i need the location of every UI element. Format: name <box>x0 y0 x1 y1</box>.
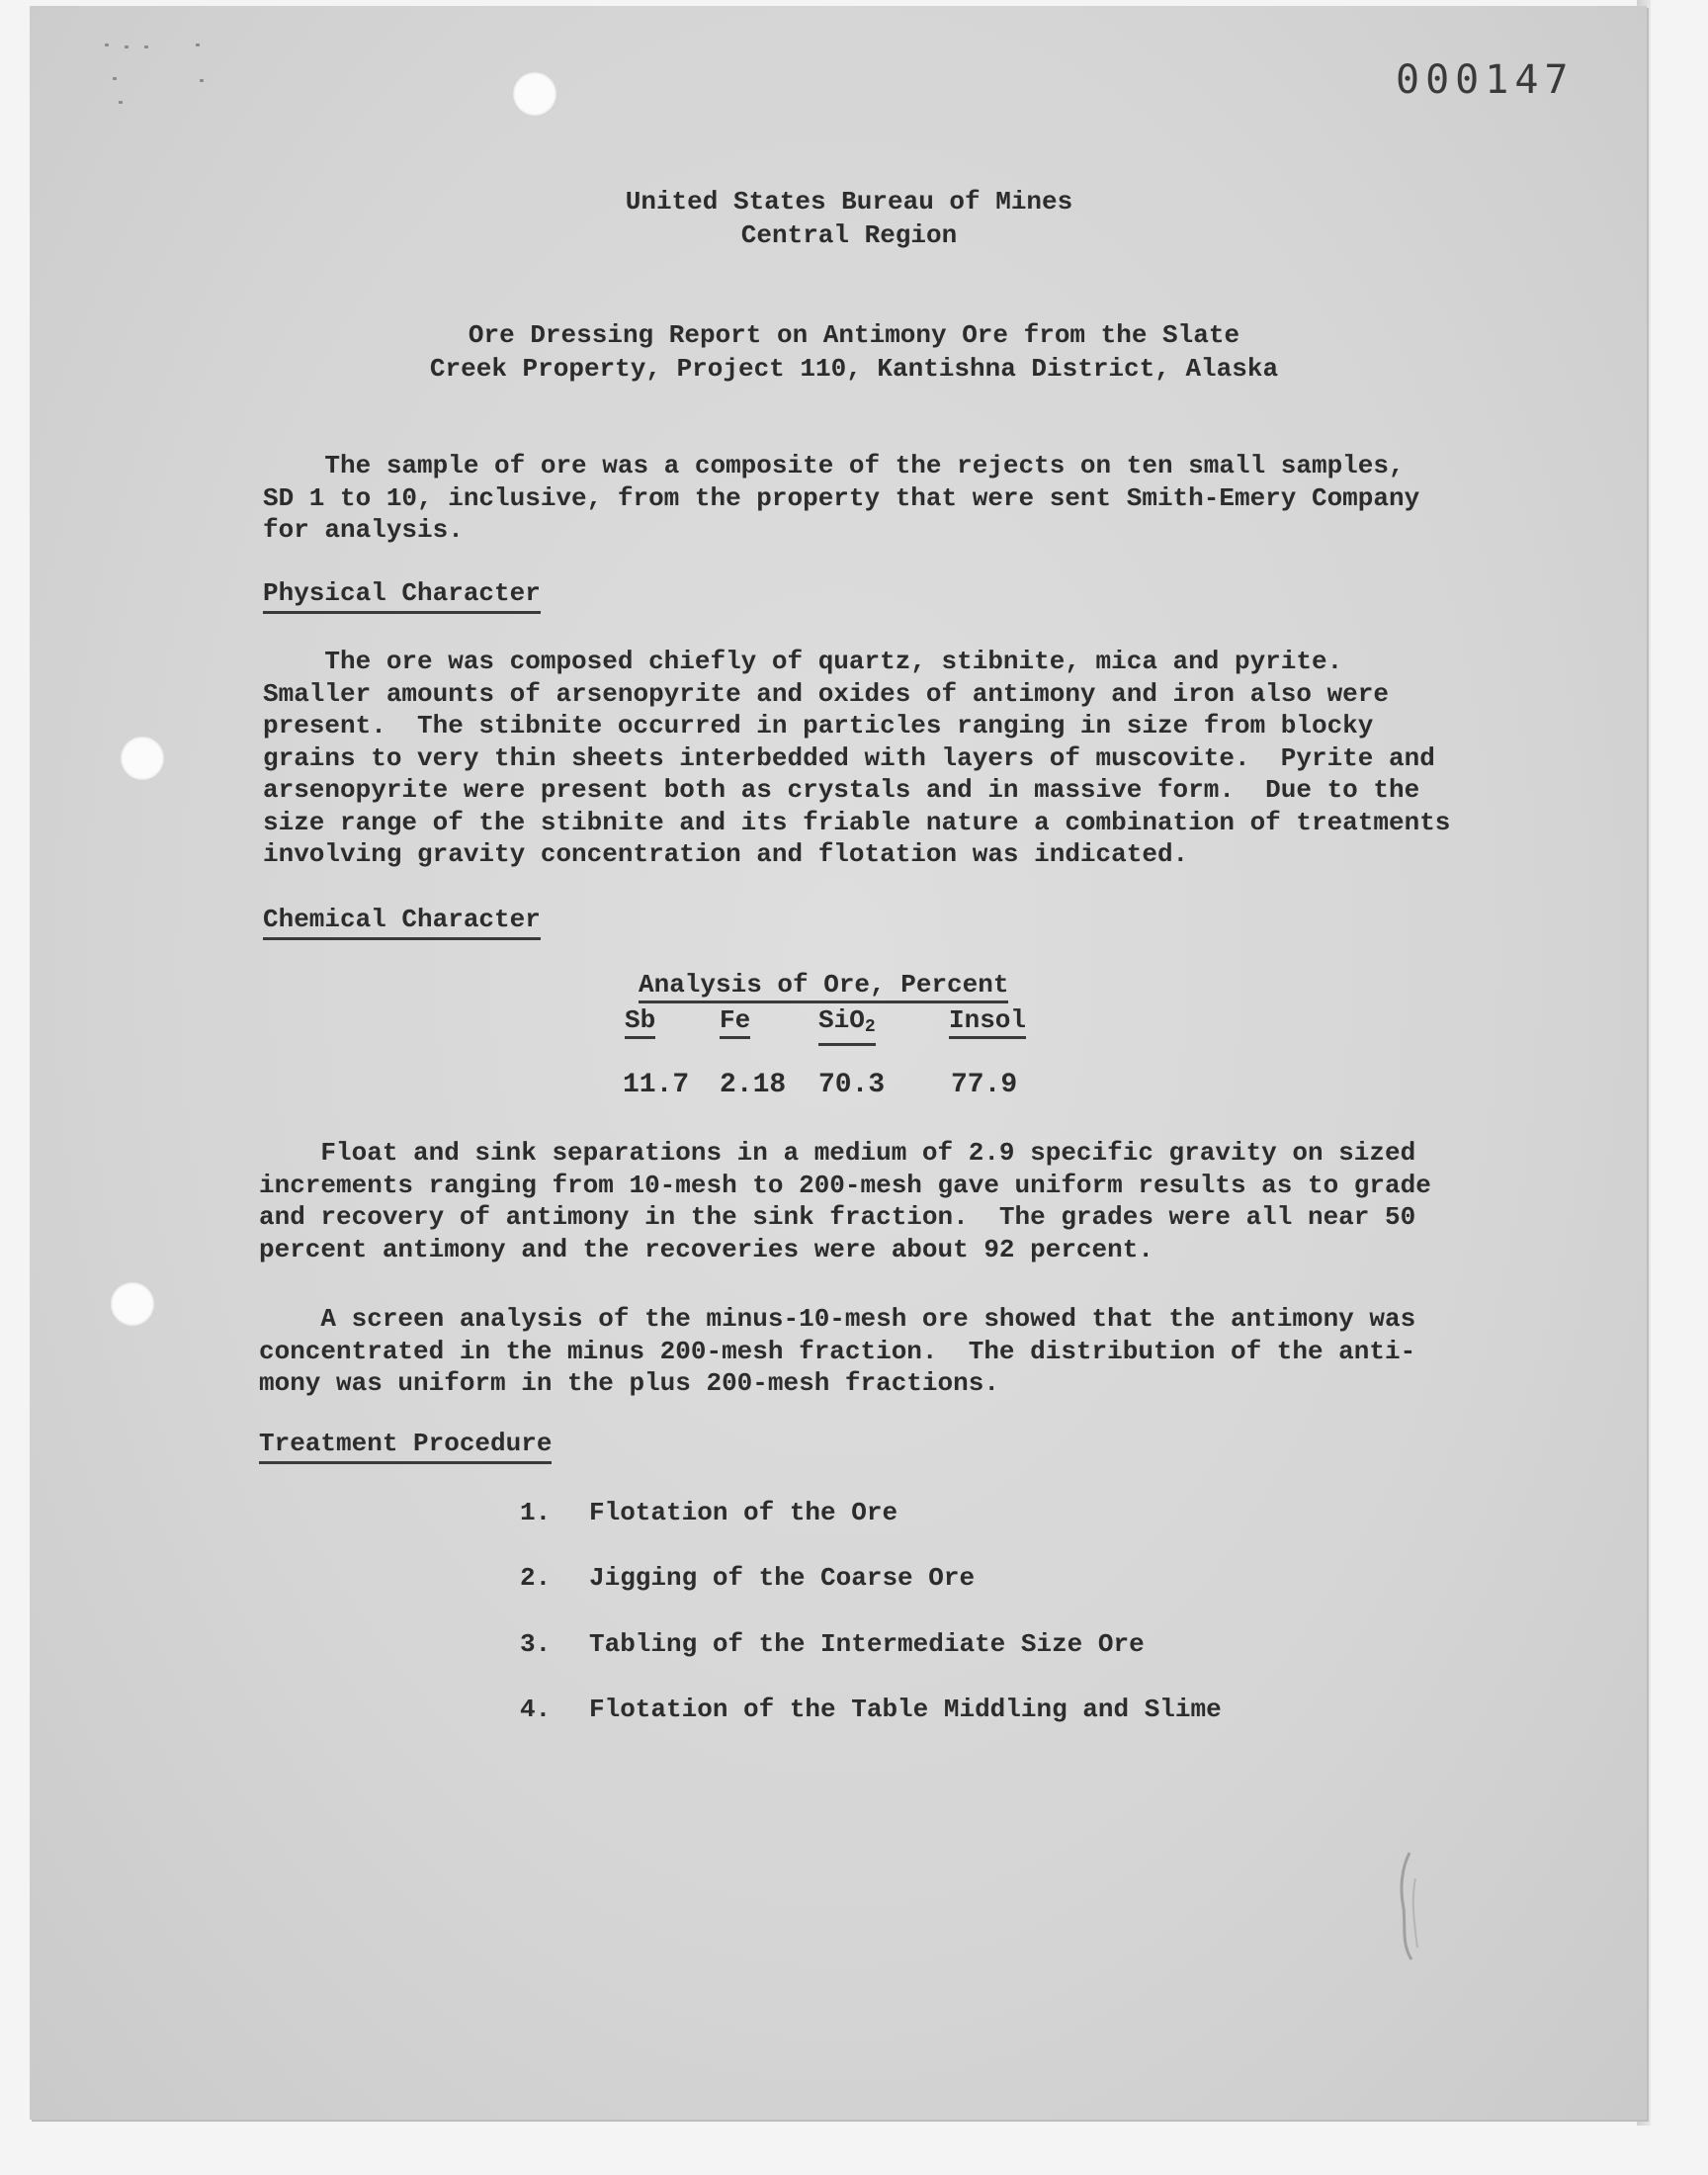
paragraph-line: present. The stibnite occurred in particles ranging in size from blocky <box>263 711 1374 740</box>
paragraph-line: grains to very thin sheets interbedded with layers of muscovite. Pyrite and <box>263 742 1435 773</box>
paragraph-line: The ore was composed chiefly of quartz, stibnite, mica and pyrite. <box>263 647 1343 676</box>
analysis-table-caption: Analysis of Ore, Percent <box>639 969 1008 1003</box>
analysis-value-insol: 77.9 <box>951 1070 1018 1100</box>
screen-analysis-paragraph <box>259 1303 1544 1400</box>
analysis-header-sio2: SiO$_2$ <box>818 1004 876 1046</box>
step-text: Flotation of the Table Middling and Slime <box>589 1695 1222 1724</box>
scan-speck <box>196 44 200 46</box>
analysis-header-fe: Fe <box>720 1004 750 1039</box>
punch-hole-bottom <box>110 1281 155 1327</box>
paragraph-line: concentrated in the minus 200-mesh fraction. The distribution of the anti- <box>259 1336 1416 1366</box>
paragraph-line: mony was uniform in the plus 200-mesh fractions. <box>259 1368 999 1398</box>
scan-speck <box>144 45 148 48</box>
step-number: 4. <box>520 1695 552 1724</box>
paragraph-line: arsenopyrite were present both as crystals and in massive form. Due to the <box>263 775 1420 805</box>
intro-paragraph <box>263 450 1548 547</box>
paragraph-line: A screen analysis of the minus-10-mesh ore showed that the antimony was <box>259 1304 1416 1334</box>
step-number: 3. <box>520 1629 552 1659</box>
paragraph-line: involving gravity concentration and flotation was indicated. <box>263 839 1189 869</box>
treatment-step <box>520 1628 1145 1660</box>
treatment-procedure-heading: Treatment Procedure <box>259 1428 552 1464</box>
step-number: 1. <box>520 1498 552 1527</box>
report-title-line-1: Ore Dressing Report on Antimony Ore from the Slate <box>468 320 1240 350</box>
step-number: 2. <box>520 1563 552 1593</box>
physical-character-heading: Physical Character <box>263 577 541 614</box>
document-number: 000147 <box>1396 57 1575 103</box>
subscript-two: 2 <box>864 1017 876 1037</box>
step-text: Flotation of the Ore <box>589 1498 898 1527</box>
paragraph-line: The sample of ore was a composite of the rejects on ten small samples, <box>263 451 1405 480</box>
paragraph-line: SD 1 to 10, inclusive, from the property that were sent Smith-Emery Company <box>263 482 1420 513</box>
step-text: Jigging of the Coarse Ore <box>589 1563 976 1593</box>
paragraph-line: size range of the stibnite and its friable nature a combination of treatments <box>263 807 1451 837</box>
report-title-line-2: Creek Property, Project 110, Kantishna District, Alaska <box>429 354 1279 384</box>
region-name: Central Region <box>740 220 958 250</box>
physical-character-paragraph <box>263 646 1548 871</box>
analysis-header-insol: Insol <box>949 1004 1026 1039</box>
scan-speck <box>105 44 109 46</box>
float-sink-paragraph <box>259 1137 1544 1265</box>
paragraph-line: for analysis. <box>263 515 464 545</box>
analysis-value-sb: 11.7 <box>623 1070 690 1100</box>
scan-speck <box>119 101 123 104</box>
paragraph-line: Float and sink separations in a medium of 2.9 specific gravity on sized <box>259 1138 1416 1168</box>
scan-speck <box>200 79 204 82</box>
treatment-step <box>520 1562 975 1594</box>
analysis-value-fe: 2.18 <box>720 1070 787 1100</box>
treatment-step <box>520 1694 1222 1725</box>
agency-name: United States Bureau of Mines <box>625 187 1073 217</box>
step-text: Tabling of the Intermediate Size Ore <box>589 1629 1145 1659</box>
pencil-mark <box>1392 1849 1431 1967</box>
paragraph-line: Smaller amounts of arsenopyrite and oxides of antimony and iron also were <box>263 678 1389 709</box>
analysis-header-sb: Sb <box>625 1004 655 1039</box>
paragraph-line: and recovery of antimony in the sink fraction. The grades were all near 50 <box>259 1202 1416 1232</box>
chemical-character-heading: Chemical Character <box>263 904 541 940</box>
scan-speck <box>125 45 128 48</box>
treatment-step <box>520 1497 897 1528</box>
analysis-value-sio2: 70.3 <box>818 1070 886 1100</box>
paragraph-line: percent antimony and the recoveries were about 92 percent. <box>259 1234 1153 1264</box>
scan-speck <box>113 77 117 80</box>
punch-hole-middle <box>120 736 165 781</box>
punch-hole-top <box>512 71 557 117</box>
paragraph-line: increments ranging from 10-mesh to 200-mesh gave uniform results as to grade <box>259 1170 1431 1200</box>
